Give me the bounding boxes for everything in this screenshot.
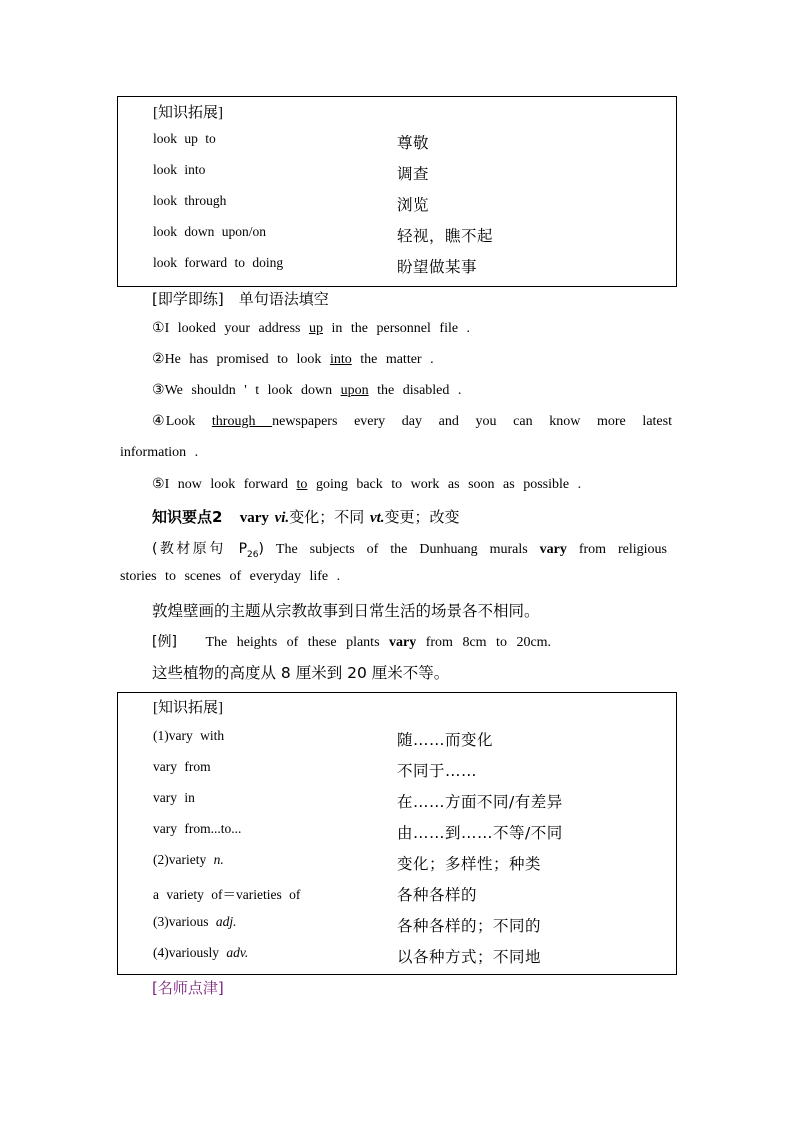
source-label-text: (教材原句 P bbox=[152, 541, 248, 557]
phrase-en-text: vary from...to... bbox=[153, 821, 242, 836]
example-sentence bbox=[152, 631, 551, 651]
phrase-en-text: vary in bbox=[153, 790, 195, 805]
item-answer: into bbox=[329, 352, 352, 367]
phrase-en bbox=[153, 728, 224, 744]
practice-heading: [即学即练] 单句语法填空 bbox=[152, 290, 329, 308]
point-label: 知识要点2 bbox=[152, 508, 223, 526]
phrase-en-text: (3)various bbox=[153, 914, 216, 929]
table-row bbox=[153, 193, 676, 213]
item-text: We shouldn ' t look down bbox=[164, 383, 341, 398]
item-answer: through bbox=[211, 414, 273, 429]
source-text: The subjects of the Dunhuang murals bbox=[275, 542, 540, 557]
item-text: the matter . bbox=[351, 352, 434, 367]
practice-item bbox=[152, 476, 581, 493]
box-title: [知识拓展] bbox=[153, 700, 223, 716]
table-row bbox=[153, 224, 676, 244]
source-sentence bbox=[152, 538, 667, 560]
phrase-zh: 盼望做某事 bbox=[397, 258, 478, 276]
example-text: The heights of these plants bbox=[205, 635, 390, 650]
table-row bbox=[153, 790, 676, 810]
phrase-zh: 在……方面不同/有差异 bbox=[397, 793, 563, 811]
source-label-end: ) bbox=[258, 541, 264, 557]
table-row bbox=[153, 883, 676, 903]
phrase-en bbox=[153, 852, 224, 868]
phrase-zh: 各种各样的；不同的 bbox=[397, 917, 542, 935]
item-number: ⑤ bbox=[152, 477, 165, 492]
item-text: going back to work as soon as possible . bbox=[307, 477, 582, 492]
phrase-en: look through bbox=[153, 193, 227, 208]
phrase-pos: adv. bbox=[226, 945, 249, 960]
point-heading bbox=[152, 506, 460, 527]
practice-item-continued: information . bbox=[120, 445, 199, 460]
phrase-zh: 以各种方式；不同地 bbox=[397, 948, 542, 966]
point-pos: vi. bbox=[274, 510, 290, 526]
teacher-note-heading: [名师点津] bbox=[152, 979, 224, 997]
item-number: ③ bbox=[152, 383, 165, 398]
point-meaning: 变更；改变 bbox=[384, 508, 460, 526]
phrase-zh: 随……而变化 bbox=[397, 731, 494, 749]
phrase-en bbox=[153, 883, 300, 903]
phrase-en-text: vary from bbox=[153, 759, 211, 774]
phrase-en bbox=[153, 914, 237, 930]
knowledge-box-1 bbox=[117, 96, 677, 287]
item-text: He has promised to look bbox=[164, 352, 330, 367]
source-bold: vary bbox=[539, 542, 567, 557]
point-pos: vt. bbox=[369, 510, 385, 526]
phrase-zh: 浏览 bbox=[397, 196, 430, 214]
practice-item bbox=[152, 320, 470, 337]
item-text: I looked your address bbox=[164, 321, 309, 336]
box-title: [知识拓展] bbox=[153, 105, 223, 121]
phrase-en-text: (2)variety bbox=[153, 852, 214, 867]
phrase-en-text: a variety of＝varieties of bbox=[153, 887, 301, 902]
phrase-zh: 不同于…… bbox=[397, 762, 478, 780]
phrase-zh: 调查 bbox=[397, 165, 430, 183]
item-text: newspapers every day and you can know more latest bbox=[272, 414, 672, 429]
source-translation: 敦煌壁画的主题从宗教故事到日常生活的场景各不相同。 bbox=[152, 602, 540, 620]
practice-item bbox=[152, 413, 672, 430]
phrase-zh: 尊敬 bbox=[397, 134, 430, 152]
phrase-en: look down upon/on bbox=[153, 224, 267, 239]
example-label: [例] bbox=[152, 634, 177, 650]
table-row bbox=[153, 914, 676, 934]
table-row bbox=[153, 131, 676, 151]
item-answer: upon bbox=[340, 383, 369, 398]
point-meaning: 变化；不同 bbox=[289, 508, 365, 526]
item-text: Look bbox=[165, 414, 212, 429]
phrase-en bbox=[153, 759, 211, 775]
table-row bbox=[153, 728, 676, 748]
item-answer: to bbox=[296, 477, 308, 492]
example-translation: 这些植物的高度从 8 厘米到 20 厘米不等。 bbox=[152, 664, 450, 682]
practice-item bbox=[152, 382, 461, 399]
item-number: ② bbox=[152, 352, 165, 367]
phrase-en: look forward to doing bbox=[153, 255, 284, 270]
item-text: I now look forward bbox=[164, 477, 297, 492]
phrase-pos: n. bbox=[213, 852, 224, 867]
phrase-en bbox=[153, 790, 195, 806]
source-label bbox=[152, 541, 264, 560]
phrase-zh: 变化；多样性；种类 bbox=[397, 855, 542, 873]
phrase-en-text: (4)variously bbox=[153, 945, 227, 960]
phrase-en: look into bbox=[153, 162, 206, 177]
example-text: from 8cm to 20cm. bbox=[416, 635, 552, 650]
source-sentence-continued: stories to scenes of everyday life . bbox=[120, 569, 341, 584]
source-text: from religious bbox=[566, 542, 667, 557]
phrase-en: look up to bbox=[153, 131, 216, 146]
practice-item bbox=[152, 351, 434, 368]
item-text: the disabled . bbox=[368, 383, 462, 398]
phrase-zh: 轻视，瞧不起 bbox=[397, 227, 494, 245]
phrase-en-text: (1)vary with bbox=[153, 728, 225, 743]
phrase-zh: 由……到……不等/不同 bbox=[397, 824, 563, 842]
table-row bbox=[153, 759, 676, 779]
item-number: ④ bbox=[152, 414, 166, 429]
point-word: vary bbox=[239, 510, 269, 526]
item-answer: up bbox=[308, 321, 323, 336]
phrase-en bbox=[153, 945, 248, 961]
phrase-en bbox=[153, 821, 241, 837]
example-bold: vary bbox=[389, 635, 417, 650]
phrase-pos: adj. bbox=[215, 914, 237, 929]
source-page: 26 bbox=[247, 549, 259, 560]
table-row bbox=[153, 255, 676, 275]
table-row bbox=[153, 162, 676, 182]
phrase-zh: 各种各样的 bbox=[397, 886, 478, 904]
knowledge-box-2 bbox=[117, 692, 677, 975]
table-row bbox=[153, 852, 676, 872]
item-number: ① bbox=[152, 321, 165, 336]
table-row bbox=[153, 821, 676, 841]
table-row bbox=[153, 945, 676, 965]
item-text: in the personnel file . bbox=[322, 321, 471, 336]
